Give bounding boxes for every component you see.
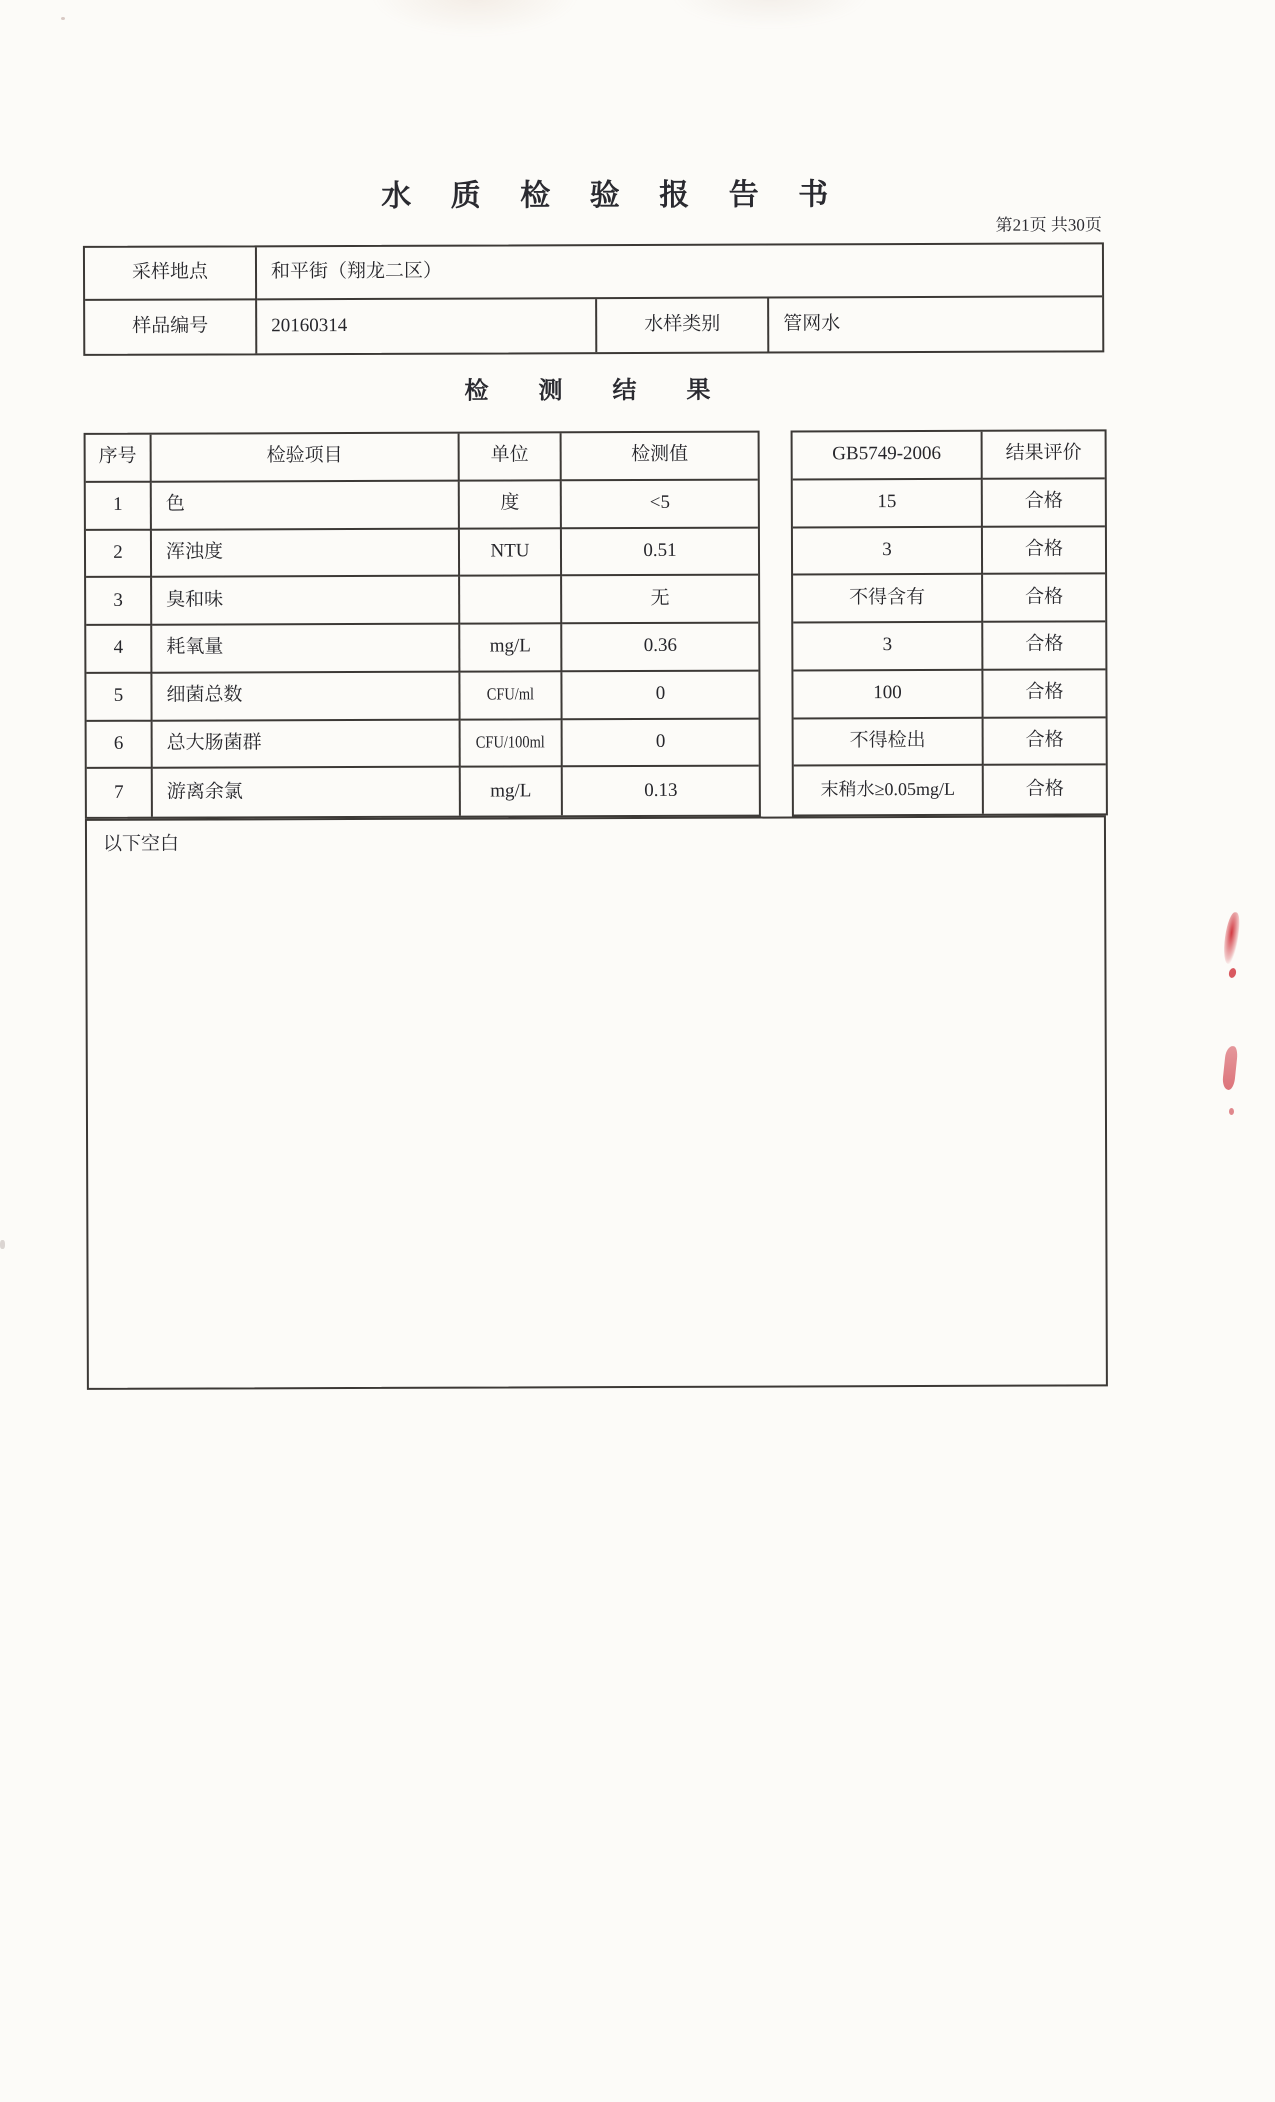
- row-2-standard: 3: [793, 527, 983, 575]
- row-4-unit: mg/L: [460, 624, 562, 672]
- row-7-no: 7: [87, 769, 153, 817]
- water-type-label: 水样类别: [597, 299, 769, 353]
- results-section-title: 检 测 结 果: [464, 377, 733, 405]
- header-unit: 单位: [460, 433, 562, 481]
- page-number: 第21页 共30页: [995, 215, 1102, 235]
- row-2-item: 浑浊度: [152, 529, 460, 578]
- row-3-item: 臭和味: [152, 577, 460, 626]
- row-3-unit: [460, 577, 562, 625]
- row-4-evaluation: 合格: [983, 622, 1105, 670]
- results-table-left: [84, 431, 761, 819]
- row-5-item: 细菌总数: [152, 672, 460, 721]
- sample-location-label: 采样地点: [85, 247, 257, 301]
- row-7-standard: 末稍水≥0.05mg/L: [794, 766, 984, 814]
- row-5-unit-text: CFU/ml: [486, 684, 535, 704]
- blank-remainder-box: [85, 815, 1108, 1390]
- row-3-evaluation: 合格: [983, 575, 1105, 623]
- document-title: 水 质 检 验 报 告 书: [381, 178, 845, 213]
- row-2-unit: NTU: [460, 529, 562, 577]
- scan-speck: [0, 1240, 5, 1249]
- row-4-value: 0.36: [562, 624, 758, 672]
- row-2-value: 0.51: [562, 528, 758, 576]
- row-6-unit-text: CFU/100ml: [476, 732, 546, 752]
- row-7-evaluation: 合格: [1025, 778, 1064, 800]
- row-1-standard: 15: [793, 480, 983, 528]
- row-6-evaluation: 合格: [984, 718, 1106, 766]
- row-3-no: 3: [86, 578, 152, 626]
- row-2-evaluation: 合格: [983, 527, 1105, 575]
- row-6-no: 6: [87, 721, 153, 769]
- scan-speck: [61, 17, 65, 20]
- row-1-value: <5: [562, 480, 758, 528]
- sample-location-value: 和平街（翔龙二区）: [257, 244, 1102, 300]
- row-5-evaluation: 合格: [983, 670, 1105, 718]
- sample-number-value: 20160314: [257, 299, 597, 353]
- header-item: 检验项目: [152, 434, 460, 483]
- results-table-right: [791, 429, 1108, 816]
- row-7-item: 游离余氯: [153, 768, 461, 817]
- header-evaluation: 结果评价: [983, 431, 1105, 479]
- sample-info-table: [83, 242, 1104, 356]
- row-5-no: 5: [86, 673, 152, 721]
- row-1-no: 1: [86, 482, 152, 530]
- header-standard: GB5749-2006: [793, 432, 983, 480]
- row-1-item: 色: [152, 481, 460, 530]
- row-2-no: 2: [86, 530, 152, 578]
- row-6-standard: 不得检出: [794, 718, 984, 766]
- row-4-no: 4: [86, 626, 152, 674]
- row-6-item: 总大肠菌群: [153, 720, 461, 769]
- row-1-evaluation: 合格: [983, 479, 1105, 527]
- row-7-unit: mg/L: [461, 768, 563, 816]
- row-1-unit: 度: [460, 481, 562, 529]
- header-no: 序号: [86, 435, 152, 483]
- water-type-value: 管网水: [783, 313, 841, 335]
- sample-number-label: 样品编号: [85, 300, 257, 354]
- row-5-unit: [460, 672, 562, 720]
- blank-note: 以下空白: [102, 833, 180, 855]
- row-3-value: 无: [562, 576, 758, 624]
- row-4-standard: 3: [793, 623, 983, 671]
- header-value: 检测值: [562, 433, 758, 481]
- row-3-standard: 不得含有: [793, 575, 983, 623]
- row-4-item: 耗氧量: [152, 625, 460, 674]
- row-5-value: 0: [562, 671, 758, 719]
- row-5-standard: 100: [793, 671, 983, 719]
- row-6-value: 0: [563, 719, 759, 767]
- row-6-unit: [461, 720, 563, 768]
- row-7-value: 0.13: [644, 779, 678, 801]
